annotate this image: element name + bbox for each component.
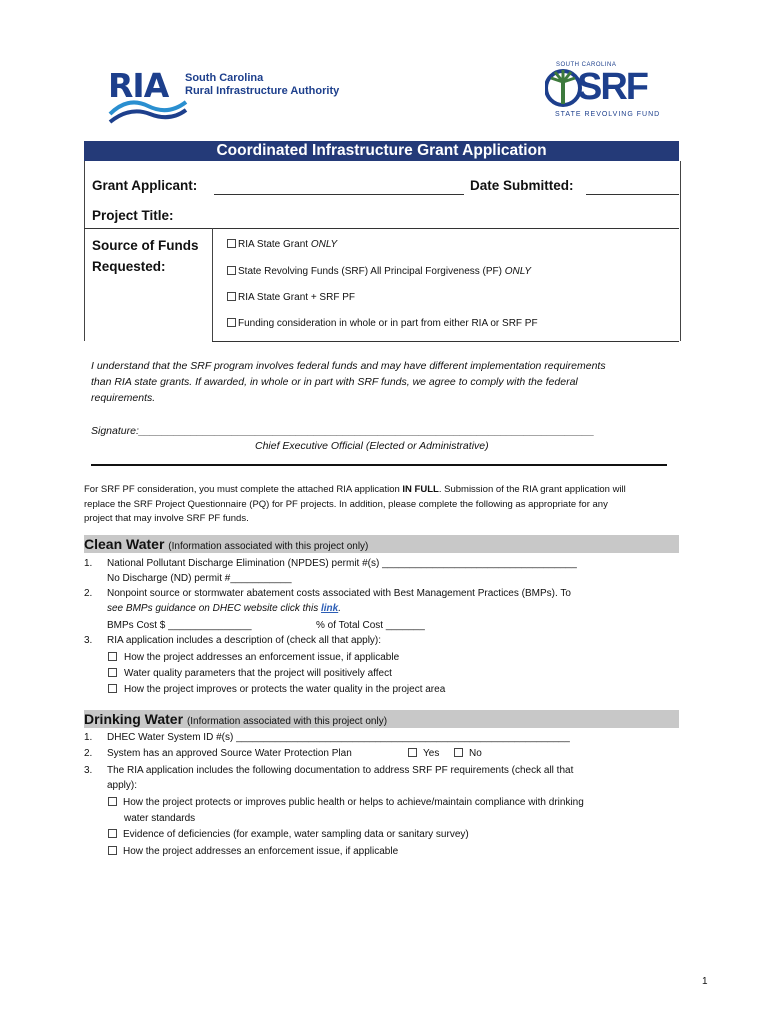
column-divider [212, 228, 213, 341]
checkbox[interactable] [108, 684, 117, 693]
list-number: 3. [84, 765, 93, 776]
option-srf-pf-only[interactable]: State Revolving Funds (SRF) All Principal Forgiveness (PF) ONLY [227, 266, 531, 277]
divider [91, 464, 667, 466]
drinking-water-title: Drinking Water (Information associated with this project only) [84, 711, 388, 727]
ria-logo [108, 66, 338, 128]
option-either[interactable]: Funding consideration in whole or in part from either RIA or SRF PF [227, 318, 538, 329]
checkbox[interactable] [408, 748, 417, 757]
swpp-no[interactable]: No [454, 748, 482, 759]
date-submitted-label: Date Submitted: [470, 178, 574, 193]
cw-item3: RIA application includes a description of (check all that apply): [107, 635, 382, 646]
checkbox[interactable] [227, 266, 236, 275]
checkbox[interactable] [108, 668, 117, 677]
cw-check-improves[interactable]: How the project improves or protects the water quality in the project area [108, 684, 445, 695]
srf-logo-bottom: STATE REVOLVING FUND [555, 111, 661, 118]
bmp-description: Nonpoint source or stormwater abatement costs associated with Best Management Practices (BMPs). To [107, 588, 571, 599]
dw-item3-cont: apply): [107, 780, 138, 791]
signer-title: Chief Executive Official (Elected or Administrative) [255, 440, 489, 452]
list-number: 1. [84, 732, 93, 743]
source-requested-label: Requested: [92, 259, 166, 274]
clean-water-title: Clean Water (Information associated with this project only) [84, 536, 369, 552]
checkbox[interactable] [454, 748, 463, 757]
swpp-yes[interactable]: Yes [408, 748, 439, 759]
ria-logo-line2: Rural Infrastructure Authority [185, 85, 340, 97]
project-title-label: Project Title: [92, 208, 174, 223]
checkbox[interactable] [108, 652, 117, 661]
checkbox[interactable] [108, 797, 117, 806]
water-system-id-field[interactable]: DHEC Water System ID #(s) ____________________________________________________________ [107, 732, 570, 743]
project-title-field[interactable] [84, 228, 679, 229]
srf-logo-mark: SRF [577, 66, 647, 108]
checkbox[interactable] [227, 292, 236, 301]
wave-icon [108, 94, 188, 128]
list-number: 2. [84, 748, 93, 759]
ria-logo-mark: RIA [108, 66, 169, 105]
list-number: 2. [84, 588, 93, 599]
swpp-question: System has an approved Source Water Protection Plan [107, 748, 352, 759]
dw-check-health-cont: water standards [124, 813, 196, 824]
npdes-permit-field[interactable]: National Pollutant Discharge Elimination (NPDES) permit #(s) ___________________________________ [107, 558, 577, 569]
srf-logo-top: SOUTH CAROLINA [556, 62, 617, 68]
bmp-cost-field[interactable]: BMPs Cost $ _______________ [107, 620, 252, 631]
cw-check-quality[interactable]: Water quality parameters that the project will positively affect [108, 668, 392, 679]
option-ria-only[interactable]: RIA State Grant ONLY [227, 239, 337, 250]
cw-check-enforcement[interactable]: How the project addresses an enforcement issue, if applicable [108, 652, 399, 663]
dhec-bmp-link[interactable]: link [320, 603, 339, 614]
source-of-funds-label: Source of Funds [92, 238, 199, 253]
checkbox[interactable] [227, 239, 236, 248]
checkbox[interactable] [108, 846, 117, 855]
ria-logo-line1: South Carolina [185, 72, 264, 84]
dw-check-deficiencies[interactable]: Evidence of deficiencies (for example, water sampling data or sanitary survey) [108, 829, 469, 840]
option-ria-plus-srf[interactable]: RIA State Grant + SRF PF [227, 292, 355, 303]
list-number: 3. [84, 635, 93, 646]
dw-check-enforcement[interactable]: How the project addresses an enforcement issue, if applicable [108, 846, 398, 857]
date-submitted-field[interactable] [586, 194, 679, 195]
form-title: Coordinated Infrastructure Grant Application [84, 141, 679, 161]
pct-cost-field[interactable]: % of Total Cost _______ [316, 620, 425, 631]
intro-paragraph: For SRF PF consideration, you must complete the attached RIA application IN FULL. Submission of the RIA grant application will replace the SRF Project Questionnaire (PQ) for PF projects. In addition, please complete the following as appropriate for any project that may involve SRF PF funds. [84, 484, 626, 524]
signature-line[interactable]: Signature:______________________________________________________________________________ [91, 425, 595, 437]
list-number: 1. [84, 558, 93, 569]
grant-applicant-label: Grant Applicant: [92, 178, 198, 193]
checkbox[interactable] [227, 318, 236, 327]
srf-logo [541, 62, 661, 124]
nd-permit-field[interactable]: No Discharge (ND) permit #___________ [107, 573, 292, 584]
dw-check-health[interactable]: How the project protects or improves public health or helps to achieve/maintain compliance with drinking [108, 797, 584, 808]
bmp-guidance: see BMPs guidance on DHEC website click this link. [107, 603, 341, 614]
acknowledgement-text: I understand that the SRF program involves federal funds and may have different implementation requirements than RIA state grants. If awarded, in whole or in part with SRF funds, we agree to comply with the federal requirements. [91, 360, 606, 404]
checkbox[interactable] [108, 829, 117, 838]
page-number: 1 [702, 976, 708, 987]
grant-applicant-field[interactable] [214, 194, 464, 195]
dw-item3: The RIA application includes the following documentation to address SRF PF requirements (check all that [107, 765, 574, 776]
frame-bottom [212, 341, 679, 342]
